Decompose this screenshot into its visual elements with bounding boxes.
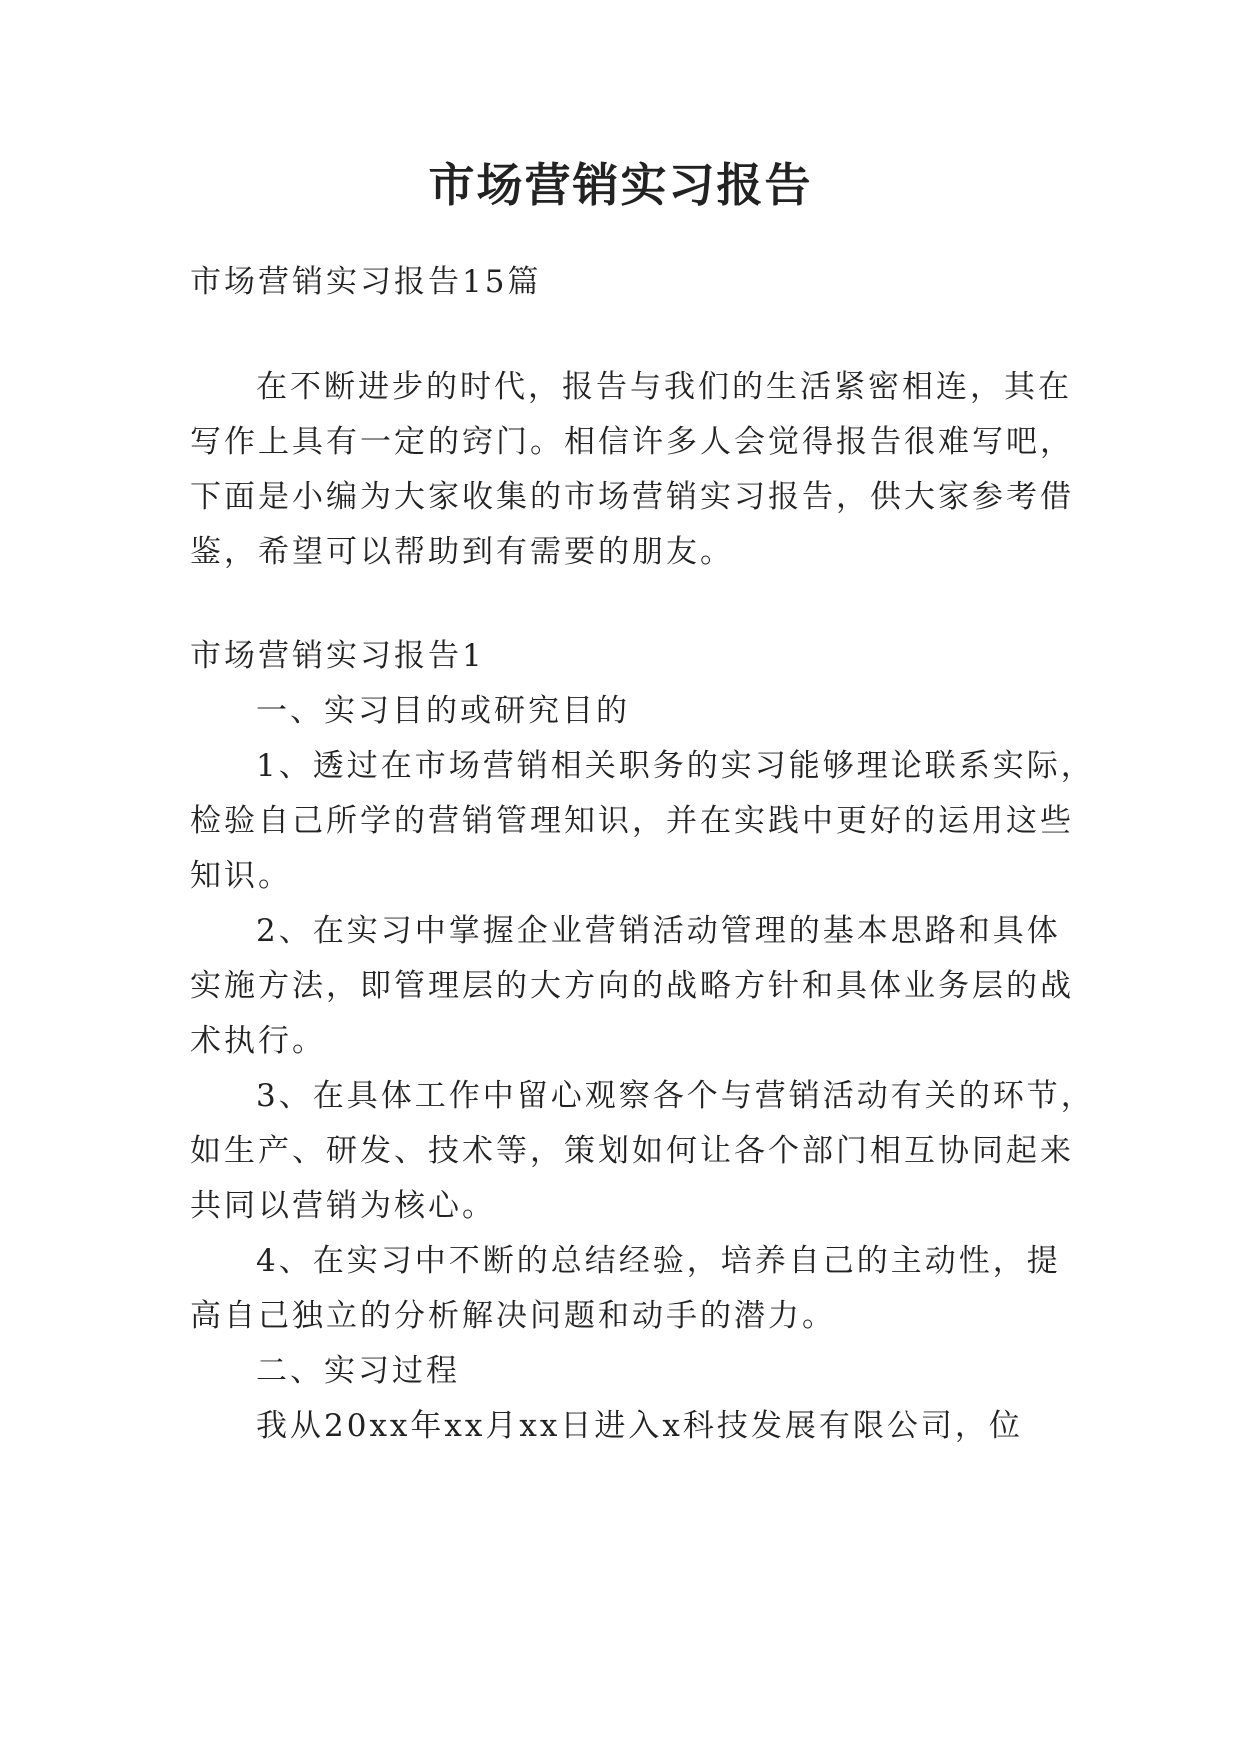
item3-line: 如生产、研发、技术等，策划如何让各个部门相互协同起来 [190,1133,1074,1169]
document-title: 市场营销实习报告 [428,158,813,212]
item4-line: 高自己独立的分析解决问题和动手的潜力。 [190,1298,836,1334]
process-line: 我从20xx年xx月xx日进入x科技发展有限公司，位 [256,1408,1023,1444]
item4-line: 4、在实习中不断的总结经验，培养自己的主动性，提 [256,1243,1061,1279]
item3-line: 共同以营销为核心。 [190,1188,496,1224]
part2-heading: 二、实习过程 [256,1353,460,1389]
item3-line: 3、在具体工作中留心观察各个与营销活动有关的环节， [256,1078,1095,1114]
document-subtitle: 市场营销实习报告15篇 [190,264,542,300]
item2-line: 术执行。 [190,1023,326,1059]
item1-line: 知识。 [190,858,292,894]
intro-line: 写作上具有一定的窍门。相信许多人会觉得报告很难写吧， [190,424,1074,460]
intro-line: 在不断进步的时代，报告与我们的生活紧密相连，其在 [256,369,1072,405]
intro-line: 下面是小编为大家收集的市场营销实习报告，供大家参考借 [190,479,1074,515]
part1-heading: 一、实习目的或研究目的 [256,693,630,729]
item2-line: 2、在实习中掌握企业营销活动管理的基本思路和具体 [256,913,1061,949]
section-heading: 市场营销实习报告1 [190,638,485,674]
item1-line: 检验自己所学的营销管理知识，并在实践中更好的运用这些 [190,803,1074,839]
item2-line: 实施方法，即管理层的大方向的战略方针和具体业务层的战 [190,968,1074,1004]
item1-line: 1、透过在市场营销相关职务的实习能够理论联系实际， [256,748,1095,784]
intro-line: 鉴，希望可以帮助到有需要的朋友。 [190,534,734,570]
